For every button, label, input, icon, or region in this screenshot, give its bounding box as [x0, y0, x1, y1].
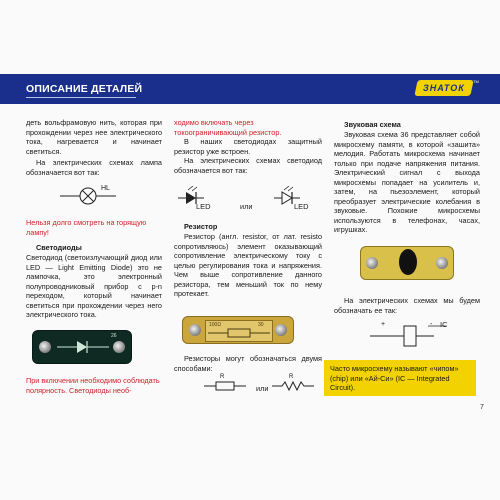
resistor-requirement: ходимо включать через токоограничивающий резистор. [174, 118, 282, 137]
resistor-module-number: 30 [258, 322, 264, 328]
page-title: ОПИСАНИЕ ДЕТАЛЕЙ [26, 83, 143, 95]
page-number: 7 [480, 404, 484, 411]
resistor-symbol-rect [204, 376, 248, 392]
lamp-description: деть вольфрамовую нить, которая при прохождении через нее электрического тока, нагревается и начинает светиться. [26, 118, 162, 156]
led-module-pin-left [39, 341, 51, 353]
lamp-warning: Нельзя долго смотреть на горящую лампу! [26, 218, 147, 237]
lamp-symbol-caption: На электрических схемах лампа обозначается вот так: [26, 158, 162, 177]
led-module-number: 26 [111, 333, 117, 339]
or-label-2: или [256, 384, 269, 393]
resistor-symbol-caption: Резисторы могут обозначаться двумя способами: [174, 354, 322, 373]
polarity-warning: При включении необходимо соблюдать полярность. Светодиоды необ- [26, 376, 160, 395]
led-module-symbol [57, 339, 109, 355]
ic-plus-sign: + [381, 321, 386, 328]
resistor-heading: Резистор [184, 222, 218, 231]
or-label-1: или [240, 202, 253, 211]
ic-symbol-caption: На электрических схемах мы будем обозначать ее так: [334, 296, 480, 315]
led-module-pin-right [113, 341, 125, 353]
sound-module-pin-right [436, 257, 448, 269]
brand-logo [414, 80, 473, 96]
resistor-module-panel [205, 320, 273, 342]
sound-module-pin-left [366, 257, 378, 269]
resistor-module-symbol [208, 327, 270, 339]
sound-circuit-heading: Звуковая схема [344, 120, 401, 129]
led-symbol-caption: На электрических схемах светодиод обозначается вот так: [174, 156, 322, 175]
led-module [32, 330, 132, 364]
led-symbol-1-label: LED [196, 202, 211, 211]
resistor-module-pin-left [189, 324, 201, 336]
resistor-symbol-rect-label: R [220, 374, 225, 380]
resistor-module-value: 100Ω [209, 322, 222, 328]
sound-chip [399, 249, 417, 275]
brand-logo-text: ЗНАТОК [423, 83, 465, 93]
sound-module [360, 246, 454, 280]
resistor-symbol-zigzag [272, 376, 316, 392]
chip-note: Часто микросхему называют «чипом» (chip) или «Ай-Си» (IC — Integrated Circuit). [330, 364, 459, 392]
led-symbol-2-label: LED [294, 202, 309, 211]
lamp-symbol [60, 180, 140, 210]
builtin-resistor-note: В наших светодиодах защитный резистор уже встроен. [174, 137, 322, 156]
ic-minus-sign: - [430, 321, 433, 328]
title-underline [26, 97, 136, 98]
resistor-module [182, 316, 294, 344]
ic-label: IC [440, 320, 448, 329]
sound-circuit-description: Звуковая схема 36 представляет собой микросхему памяти, в которой «зашита» мелодия. Работать микросхема начинает только при подаче напряжения питания. Электрический сигнал с выхода микросхемы попадает на усилитель и, затем, на пьезоэлемент, который преобразует электрические колебания в звуковые. Похожие микросхемы используются в телефонах, часах, игрушках. [334, 130, 480, 234]
resistor-symbol-zigzag-label: R [289, 374, 294, 380]
resistor-description: Резистор (англ. resistor, от лат. resisto сопротивляюсь) элемент оказывающий сопротивление электрическому току с целью регулирования тока и напряжения. Чем выше сопротивление данного резистора, тем меньший ток по нему протекает. [174, 232, 322, 298]
led-description: Светодиод (светоизлучающий диод или LED — Light Emitting Diode) это не лампочка, это электронный полупроводниковый прибор с p-n переходом, который начинает светиться при прохождении через него электрического тока. [26, 253, 162, 319]
led-heading: Светодиоды [36, 243, 82, 252]
lamp-symbol-label: HL [101, 185, 110, 192]
resistor-module-pin-right [275, 324, 287, 336]
trademark-mark: TM [473, 79, 479, 84]
